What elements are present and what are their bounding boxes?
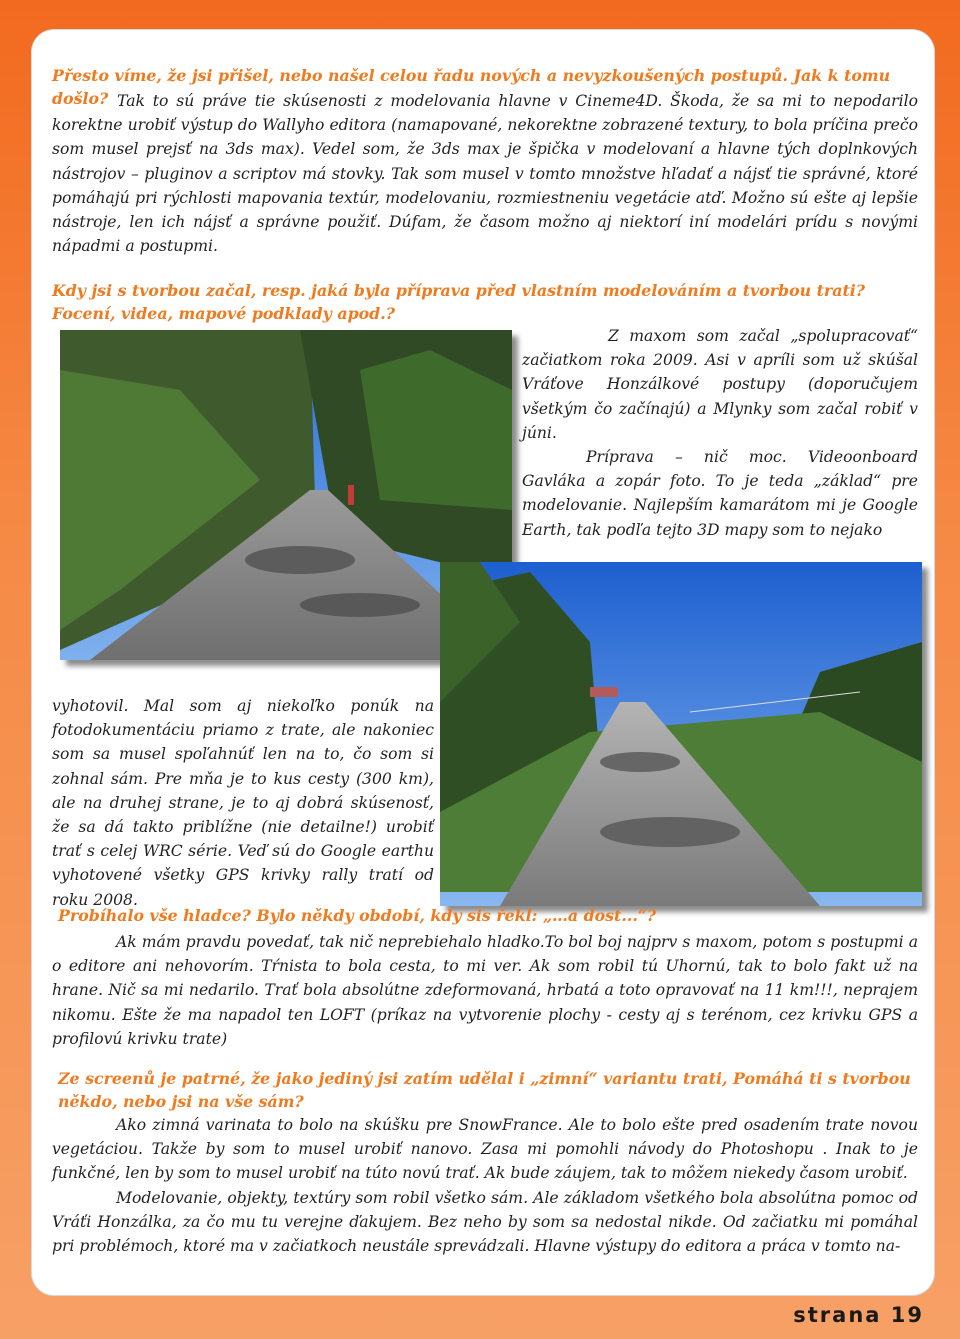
road-screenshot-2 — [440, 562, 922, 906]
answer-2-right — [522, 324, 918, 542]
answer-3-text: Ak mám pravdu povedať, tak nič neprebiehalo hladko.To bol boj najprv s maxom, potom s postupmi a o editore ani nehovorím. Tŕnista to bola cesta, to mi ver. Ak som robil tú Uhornú, tak to bolo fakt už na hrane. Nič sa mi nedarilo. Trať bola absolútne zdeformovaná, hrbatá a toto opravovať na 11 km!!!, neprajem nikomu. Ešte že ma napadol ten LOFT (príkaz na vytvorenie plochy - cesty aj s terénom, cez krivku GPS a profilovú krivku trate) — [52, 933, 918, 1048]
answer-1-text: Tak to sú práve tie skúsenosti z modelovania hlavne v Cineme4D. Škoda, že sa mi to nepodarilo korektne urobiť výstup do Wallyho editora (namapované, nekorektne zobrazené textury, to bola príčina prečo som musel prejsť na 3ds max). Vedel som, že 3ds max je špička v modelovaní a hlavne tých doplnkových nástrojov – pluginov a scriptov má stovky. Tak som musel v tomto množstve hľadať a nájsť tie správné, ktoré pomáhajú pri rýchlosti mapovania textúr, modelovaniu, rozmiestneniu vegetácie atď. Možno sú ešte aj lepšie nástroje, len ich nájsť a správne použiť. Dúfam, že časom možno aj niektorí iní modelári prídu s novými nápadmi a postupmi. — [52, 92, 918, 256]
question-4: Ze screenů je patrné, že jako jediný jsi zatím udělal i „zimní“ variantu trati, Pomáhá ti s tvorbou někdo, nebo jsi na vše sám? — [58, 1069, 911, 1111]
question-1: Přesto víme, že jsi přišel, nebo našel celou řadu nových a nevyzkoušených postupů. Jak k tomu došlo? — [52, 66, 891, 108]
answer-4 — [52, 1113, 918, 1258]
answer-3 — [52, 930, 918, 1051]
article-frame — [32, 30, 934, 1295]
answer-2-right-b: Príprava – nič moc. Videoonboard Gavláka a zopár foto. To je teda „základ“ pre modelovanie. Najlepším kamarátom mi je Google Earth, tak podľa tejto 3D mapy som to nejako — [522, 448, 918, 539]
answer-2-right-a: Z maxom som začal „spolupracovať“ začiatkom roka 2009. Asi v apríli som už skúšal Vráťove Honzálkové postupy (doporučujem všetkým čo začínajú) a Mlynky som začal robiť v júni. — [522, 327, 918, 442]
answer-2-left: vyhotovil. Mal som aj niekoľko ponúk na fotodokumentáciu priamo z trate, ale nakoniec som sa musel spoľahnúť len na to, čo som si zohnal sám. Pre mňa je to kus cesty (300 km), ale na druhej strane, je to aj dobrá skúsenosť, že sa dá takto priblížne (nie detailne!) urobiť trať s celej WRC série. Veď sú do Google earthu vyhotovené všetky GPS krivky rally tratí od roku 2008. — [52, 697, 434, 909]
answer-4-a: Ako zimná varinata to bolo na skúšku pre SnowFrance. Ale to bolo ešte pred osadením trate novou vegetáciou. Takže by som to musel urobiť nanovo. Zasa mi pomohli návody do Photoshopu . Inak to je funkčné, len by som to musel urobiť na túto novú trať. Ak bude záujem, tak to môžem niekedy časom urobiť. — [52, 1116, 918, 1183]
page-number: strana 19 — [793, 1303, 924, 1327]
answer-4-b: Modelovanie, objekty, textúry som robil všetko sám. Ale základom všetkého bola absolútna pomoc od Vráťi Honzálka, za čo mu tu verejne ďakujem. Bez neho by som sa nedostal nikde. Od začiatku mi pomáhal pri problémoch, ktoré ma v začiatkoch neustále sprevádzali. Hlavne výstupy do editora a práca v tomto na- — [52, 1188, 918, 1256]
answer-1 — [52, 89, 918, 258]
question-2: Kdy jsi s tvorbou začal, resp. jaká byla příprava před vlastním modelováním a tvorbou trati? Focení, videa, mapové podklady apod.? — [52, 281, 866, 323]
question-3: Probíhalo vše hladce? Bylo někdy období, kdy sis řekl: „…a dost...“? — [58, 906, 657, 925]
